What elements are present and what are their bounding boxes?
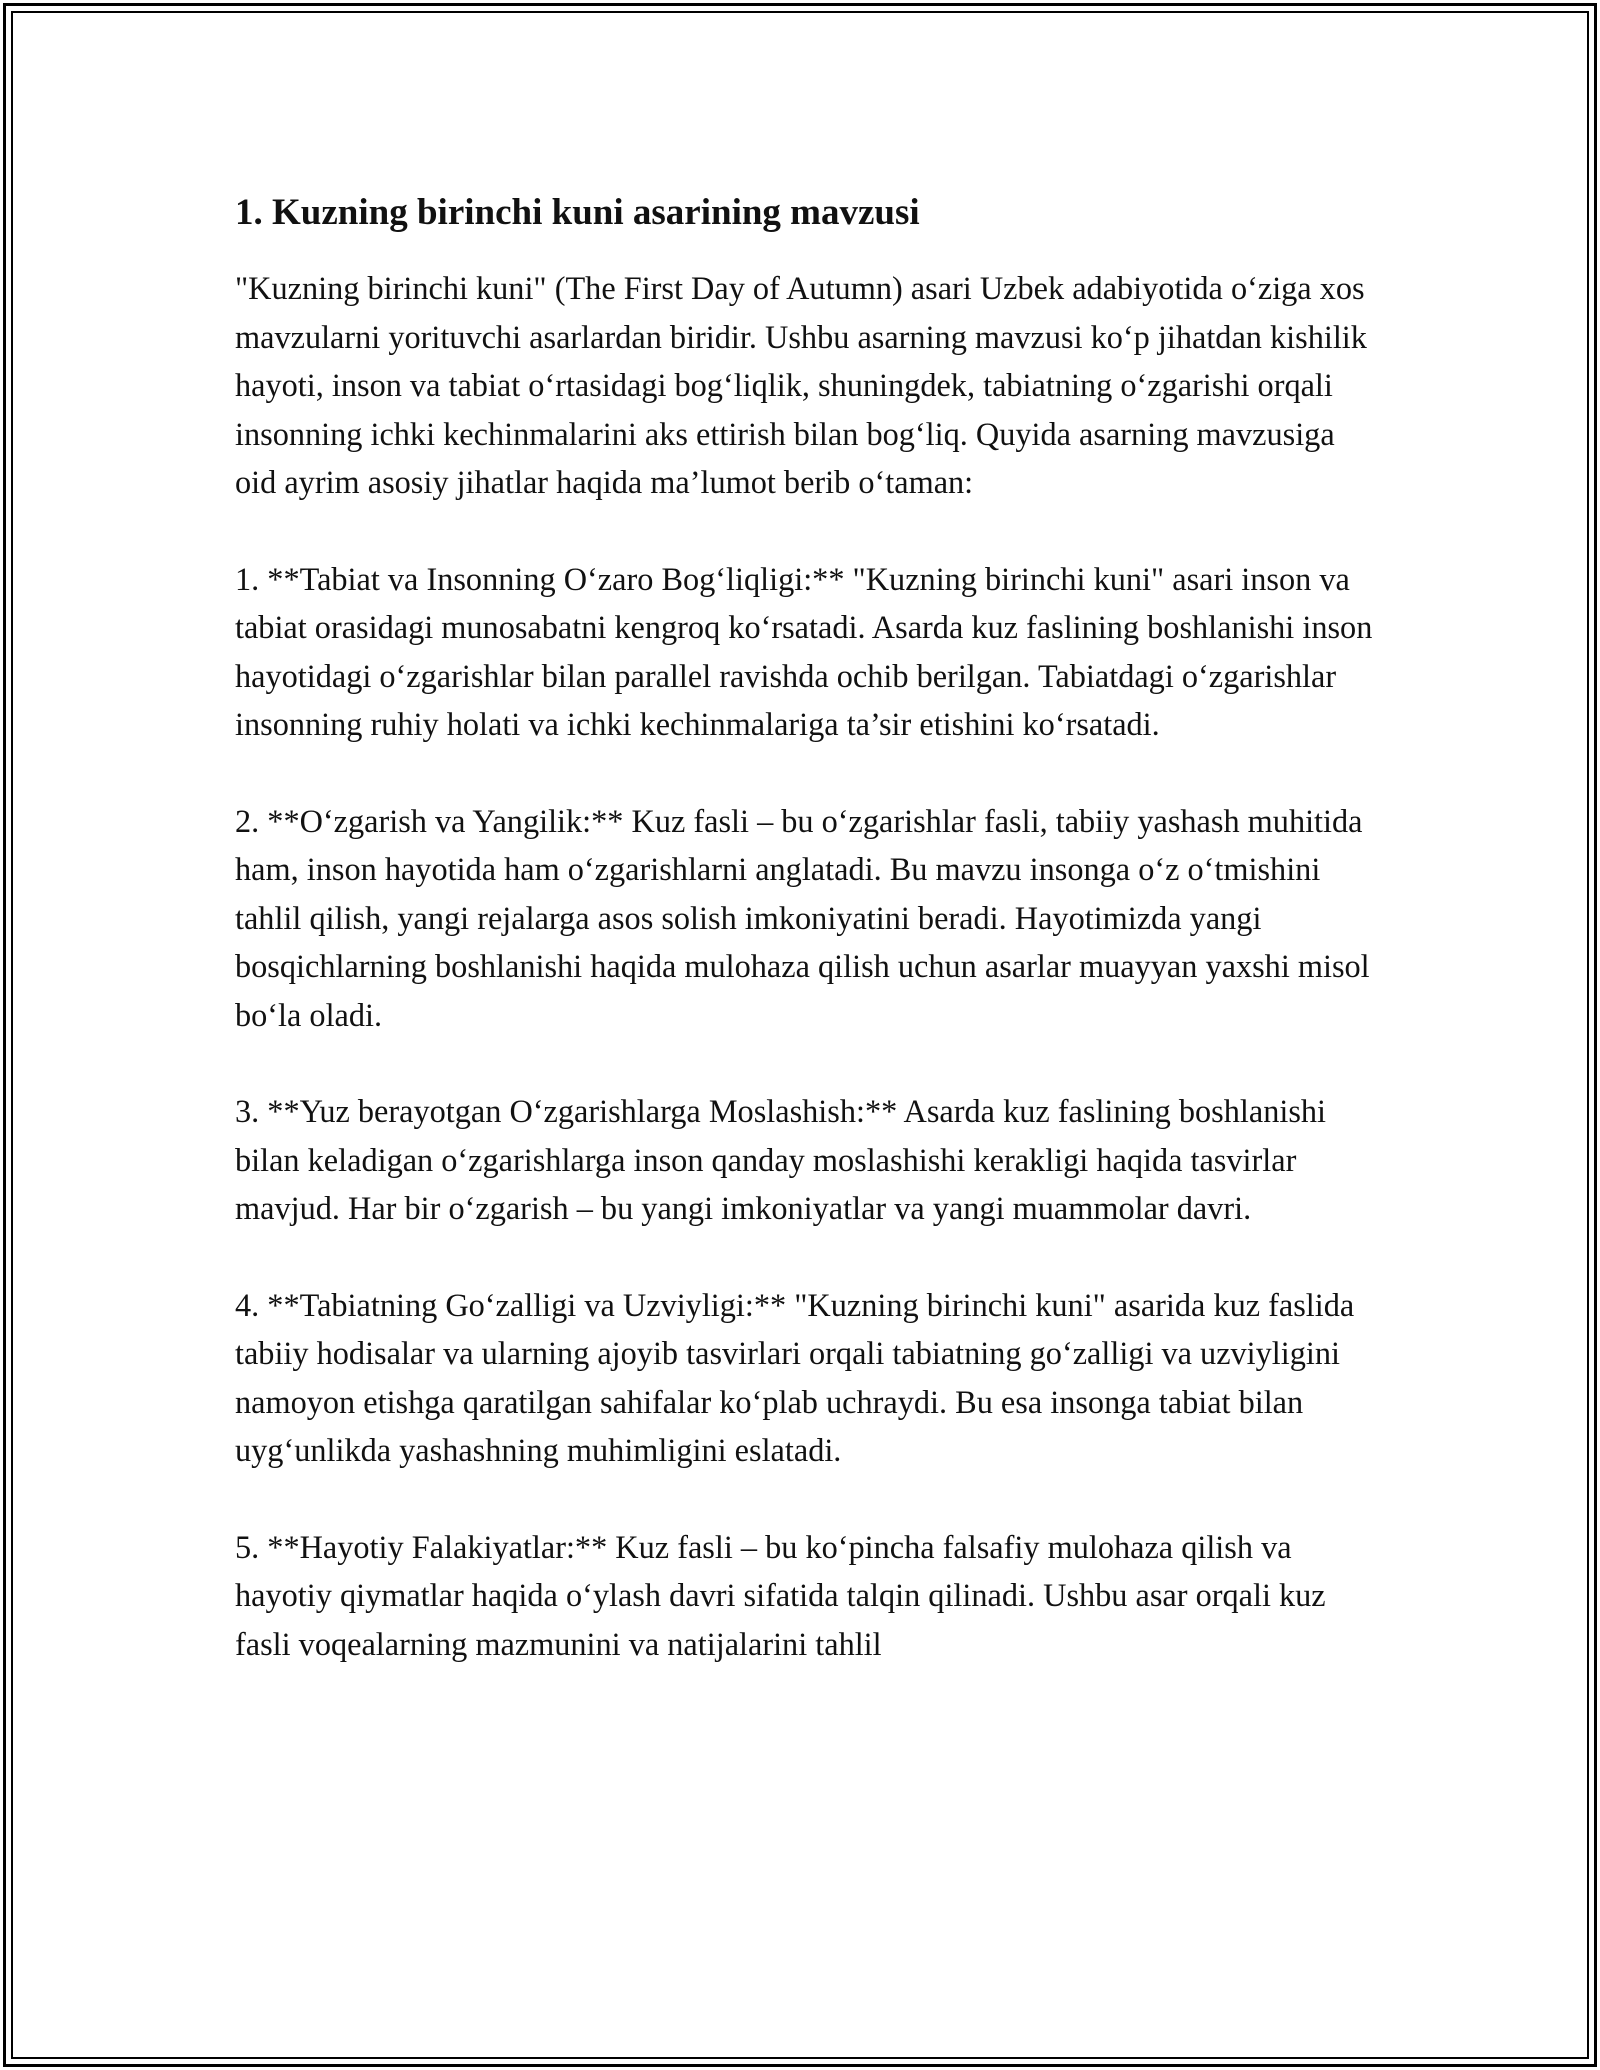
intro-paragraph: "Kuzning birinchi kuni" (The First Day of Autumn) asari Uzbek adabiyotida o‘ziga xos mavzularni yorituvchi asarlardan biridir. Ushbu asarning mavzusi ko‘p jihatdan kishilik hayoti, inson va tabiat o‘rtasidagi bog‘liqlik, shuningdek, tabiatning o‘zgarishi orqali insonning ichki kechinmalarini aks ettirish bilan bog‘liq. Quyida asarning mavzusiga oid ayrim asosiy jihatlar haqida ma’lumot berib o‘taman:: [235, 270, 1367, 500]
point-3-paragraph: 3. **Yuz berayotgan O‘zgarishlarga Moslashish:** Asarda kuz faslining boshlanishi bilan keladigan o‘zgarishlarga inson qanday moslashishi kerakligi haqida tasvirlar mavjud. Har bir o‘zgarish – bu yangi imkoniyatlar va yangi muammolar davri.: [235, 1093, 1327, 1226]
document-body: [235, 188, 1375, 1716]
point-5-paragraph: 5. **Hayotiy Falakiyatlar:** Kuz fasli – bu ko‘pincha falsafiy mulohaza qilish va hayotiy qiymatlar haqida o‘ylash davri sifatida talqin qilinadi. Ushbu asar orqali kuz fasli voqealarning mazmunini va natijalarini tahlil: [235, 1528, 1326, 1662]
point-2-paragraph: 2. **O‘zgarish va Yangilik:** Kuz fasli – bu o‘zgarishlar fasli, tabiiy yashash muhitida ham, inson hayotida ham o‘zgarishlarni anglatadi. Bu mavzu insonga o‘z o‘tmishini tahlil qilish, yangi rejalarga asos solish imkoniyatini beradi. Hayotimizda yangi bosqichlarning boshlanishi haqida mulohaza qilish uchun asarlar muayyan yaxshi misol bo‘la oladi.: [235, 802, 1370, 1033]
document-title: 1. Kuzning birinchi kuni asarining mavzusi: [235, 192, 920, 233]
point-1-paragraph: 1. **Tabiat va Insonning O‘zaro Bog‘liqligi:** "Kuzning birinchi kuni" asari inson va tabiat orasidagi munosabatni kengroq ko‘rsatadi. Asarda kuz faslining boshlanishi inson hayotidagi o‘zgarishlar bilan parallel ravishda ochib berilgan. Tabiatdagi o‘zgarishlar insonning ruhiy holati va ichki kechinmalariga ta’sir etishini ko‘rsatadi.: [235, 560, 1373, 742]
point-4-paragraph: 4. **Tabiatning Go‘zalligi va Uzviyligi:** "Kuzning birinchi kuni" asarida kuz faslida tabiiy hodisalar va ularning ajoyib tasvirlari orqali tabiatning go‘zalligi va uzviyligini namoyon etishga qaratilgan sahifalar ko‘plab uchraydi. Bu esa insonga tabiat bilan uyg‘unlikda yashashning muhimligini eslatadi.: [235, 1286, 1355, 1468]
